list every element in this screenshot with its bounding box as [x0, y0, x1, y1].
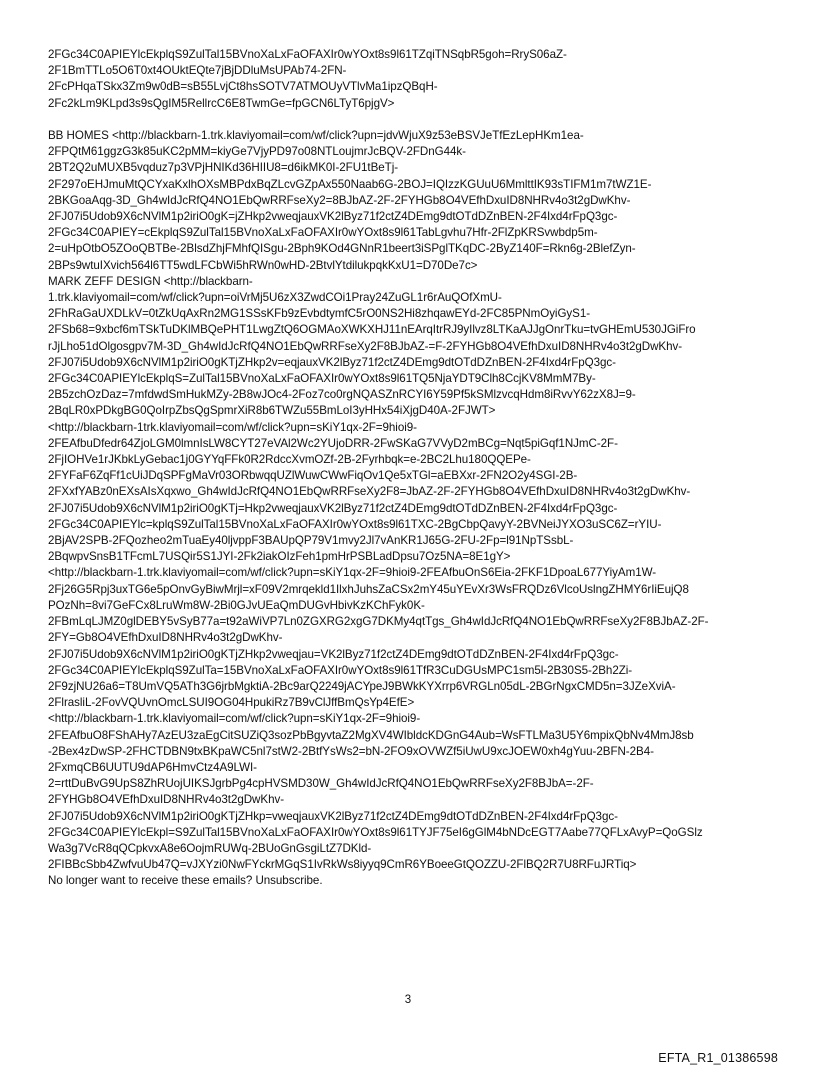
text-line: 2BT2Q2uMUXB5vqduz7p3VPjHNIKd36HIIU8=d6ikMK0I-2FU1tBeTj- — [48, 161, 399, 175]
text-line: 2FlrasliL-2FovVQUvnOmcLSUI9OG04HpukiRz7B9vClJffBmQsYp4EfE> — [48, 696, 415, 710]
email-body-text — [48, 47, 774, 890]
text-line: -2Bex4zDwSP-2FHCTDBN9txBKpaWC5nl7stW2-2BtfYsWs2=bN-2FO9xOVWZf5iUwU9xcJOEW0xh4gYuu-2BFN-2B4- — [48, 744, 654, 758]
text-line: 2FEAfbuO8FShAHy7AzEU3zaEgCitSUZiQ3sozPbBgyvtaZ2MgXV4WIbldcKDGnG4Aub=WsFTLMa3U5Y6mpixQbNv4MmJ8sb — [48, 728, 694, 742]
text-line: 2F9zjNU26a6=T8UmVQ5ATh3G6jrbMgktiA-2Bc9arQ2249jACYpeJ9BWkKYXrrp6VRGLn05dL-2BGrNgxCMD5n=3JZeXviA- — [48, 679, 676, 693]
text-line: 2FPQtM61ggzG3k85uKC2pMM=kiyGe7VjyPD97o08NTLoujmrJcBQV-2FDnG44k- — [48, 145, 466, 159]
text-line: 2FGc34C0APIEYlcEkplqS=ZulTal15BVnoXaLxFaOFAXIr0wYOxt8s9l61TQ5NjaYDT9Clh8CcjKV8MmM7By- — [48, 372, 596, 386]
text-line: rJjLho51dOlgosgpv7M-3D_Gh4wIdJcRfQ4NO1EbQwRRFseXy2F8BJbAZ-=F-2FYHGb8O4VEfhDxuID8NHRv4o3t2gDwKhv- — [48, 339, 683, 353]
bates-number: EFTA_R1_01386598 — [658, 1051, 778, 1065]
text-line: 2FSb68=9xbcf6mTSkTuDKlMBQePHT1LwgZtQ6OGMAoXWKXHJ11nEArqItrRJ9yIlvz8LTKaAJJgOnrTku=tvGHEmU530JGiFro — [48, 323, 696, 337]
text-line: Wa3g7VcR8qQCpkvxA8e6OojmRUWq-2BUoGnGsgiLtZ7DKld- — [48, 841, 372, 855]
text-line: 2FJ07i5Udob9X6cNVlM1p2iriO0gKTjZHkp2vweqjau=VK2lByz71f2ctZ4DEmg9dtOTdDZnBEN-2F4Ixd4rFpQ3gc- — [48, 647, 619, 661]
text-line: 2FGc34C0APIEYlcEkplqS9ZulTal15BVnoXaLxFaOFAXIr0wYOxt8s9l61TZqiTNSqbR5goh=RryS06aZ- — [48, 48, 567, 61]
text-line: 2FxmqCB6UUTU9dAP6HmvCtz4A9LWI- — [48, 760, 257, 774]
text-line: <http://blackbarn-1.trk.klaviyomail=com/wf/click?upn=sKiY1qx-2F=9hioi9- — [48, 712, 421, 726]
text-line: 2FJ07i5Udob9X6cNVlM1p2iriO0gKTjZHkp2v=eqjauxVK2lByz71f2ctZ4DEmg9dtOTdDZnBEN-2F4Ixd4rFpQ3gc- — [48, 355, 616, 369]
text-line: 2Fj26G5Rpj3uxTG6e5pOnvGyBiwMrjl=xF09V2mrqekld1IlxhJuhsZaCSx2mY45uYEvXr3WsFRQDz6VlcoUslngZHMY6rIiEujQ8 — [48, 582, 689, 596]
link-block-2 — [48, 128, 774, 890]
text-line: 2FY=Gb8O4VEfhDxuID8NHRv4o3t2gDwKhv- — [48, 631, 283, 645]
text-line: 2Fc2kLm9KLpd3s9sQgIM5RellrcC6E8TwmGe=fpGCN6LTyT6pjgV> — [48, 96, 395, 110]
text-line: 2BKGoaAqg-3D_Gh4wIdJcRfQ4NO1EbQwRRFseXy2=8BJbAZ-2F-2FYHGb8O4VEfhDxuID8NHRv4o3t2gDwKhv- — [48, 193, 631, 207]
text-line: 2FJ07i5Udob9X6cNVlM1p2iriO0gKTjZHkp=vweqjauxVK2lByz71f2ctZ4DEmg9dtOTdDZnBEN-2F4Ixd4rFpQ3gc- — [48, 809, 618, 823]
text-line: <http://blackbarn-1.trk.klaviyomail=com/wf/click?upn=sKiY1qx-2F=9hioi9-2FEAfbuOnS6Eia-2FKF1DpoaL677YiyAm1W- — [48, 566, 657, 580]
link-block-1 — [48, 47, 774, 112]
paragraph-gap — [48, 112, 774, 128]
text-line: 2=rttDuBvG9UpS8ZhRUojUIKSJgrbPg4cpHVSMD30W_Gh4wIdJcRfQ4NO1EbQwRRFseXy2F8BJbA=-2F- — [48, 777, 594, 791]
text-line: MARK ZEFF DESIGN <http://blackbarn- — [48, 274, 253, 288]
text-line: 2FXxfYABz0nEXsAIsXqxwo_Gh4wIdJcRfQ4NO1EbQwRRFseXy2F8=JbAZ-2F-2FYHGb8O4VEfhDxuID8NHRv4o3t2gDwKhv- — [48, 485, 691, 499]
text-line: 2FcPHqaTSkx3Zm9w0dB=sB55LvjCt8hsSOTV7ATMOUyVTlvMa1ipzQBqH- — [48, 80, 438, 94]
text-line: 2FhRaGaUXDLkV=0tZkUqAxRn2MG1SSsKFb9zEvbdtymfC5rO0NS2Hi8zhqawEYd-2FC85PNmOyiGyS1- — [48, 307, 591, 321]
text-line: 2BqwpvSnsB1TFcmL7USQir5S1JYI-2Fk2iakOIzFeh1pmHrPSBLadDpsu7Oz5NA=8E1gY> — [48, 550, 511, 564]
text-line: <http://blackbarn-1trk.klaviyomail=com/wf/click?upn=sKiY1qx-2F=9hioi9- — [48, 420, 417, 434]
text-line: 2FjIOHVe1rJKbkLyGebac1j0GYYqFFk0R2RdccXvmOZf-2B-2Fyrhbqk=e-2BC2Lhu180QQEPe- — [48, 453, 531, 467]
text-line: 2B5zchOzDaz=7mfdwdSmHukMZy-2B8wJOc4-2Foz7co0rgNQASZnRCYI6Y59Pf5kSMlzvcqHdm8iRvvY62zX8J=9- — [48, 388, 636, 402]
text-line: 2FGc34C0APIEYlcEkpl=S9ZulTal15BVnoXaLxFaOFAXIr0wYOxt8s9l61TYJF75eI6gGlM4bNDcEGT7Aabe77QFLxAvyP=QoGSlz — [48, 825, 703, 839]
text-line: 2BjAV2SPB-2FQozheo2mTuaEy40ljvppF3BAUpQP79V1mvy2Jl7vAnKR1J65G-2FU-2Fp=l91NpTSsbL- — [48, 534, 574, 548]
text-line: 2FJ07i5Udob9X6cNVlM1p2iriO0gK=jZHkp2vweqjauxVK2lByz71f2ctZ4DEmg9dtOTdDZnBEN-2F4Ixd4rFpQ3gc- — [48, 210, 618, 224]
page-number: 3 — [404, 994, 412, 1006]
text-line: 2FEAfbuDfedr64ZjoLGM0lmnIsLW8CYT27eVAl2Wc2YUjoDRR-2FwSKaG7VVyD2mBCg=Nqt5piGqf1NJmC-2F- — [48, 436, 618, 450]
text-line: 2BqLR0xPDkgBG0QoIrpZbsQgSpmrXiR8b6TWZu55BmLoI3yHHx54iXjgD40A-2FJWT> — [48, 404, 496, 418]
text-line: 2=uHpOtbO5ZOoQBTBe-2BlsdZhjFMhfQISgu-2Bph9KOd4GNnR1beert3iSPglTKqDC-2ByZ140F=Rkn6g-2BlefZyn- — [48, 242, 636, 256]
text-line: 2FYHGb8O4VEfhDxuID8NHRv4o3t2gDwKhv- — [48, 793, 285, 807]
text-line: 2FBmLqLJMZ0glDEBY5vSyB77a=t92aWiVP7Ln0ZGXRG2xgG7DKMy4qtTgs_Gh4wIdJcRfQ4NO1EbQwRRFseXy2F8BJbAZ-2F- — [48, 615, 709, 629]
text-line: 1.trk.klaviyomail=com/wf/click?upn=oiVrMj5U6zX3ZwdCOi1Pray24ZuGL1r6rAuQOfXmU- — [48, 291, 502, 305]
text-line: BB HOMES <http://blackbarn-1.trk.klaviyomail=com/wf/click?upn=jdvWjuX9z53eBSVJeTfEzLepHKm1ea- — [48, 129, 584, 142]
unsubscribe-line: No longer want to receive these emails? Unsubscribe. — [48, 874, 323, 888]
text-line: 2FGc34C0APIEYlc=kplqS9ZulTal15BVnoXaLxFaOFAXIr0wYOxt8s9l61TXC-2BgCbpQavyY-2BVNeiJYXO3uSC6Z=rYIU- — [48, 517, 662, 531]
text-line: 2FGc34C0APIEYlcEkplqS9ZulTa=15BVnoXaLxFaOFAXIr0wYOxt8s9l61TfR3CuDGUsMPC1sm5l-2B30S5-2Bh2Zi- — [48, 663, 633, 677]
text-line: 2F1BmTTLo5O6T0xt4OUktEQte7jBjDDluMsUPAb74-2FN- — [48, 64, 347, 78]
text-line: 2FYFaF6ZqFf1cUiJDqSPFgMaVr03ORbwqqUZlWuwCWwFiqOv1Qe5xTGl=aEBXxr-2FN2O2y4SGI-2B- — [48, 469, 578, 483]
text-line: 2FJ07i5Udob9X6cNVlM1p2iriO0gKTj=Hkp2vweqjauxVK2lByz71f2ctZ4DEmg9dtOTdDZnBEN-2F4Ixd4rFpQ3gc- — [48, 501, 618, 515]
text-line: 2F297oEHJmuMtQCYxaKxlhOXsMBPdxBqZLcvGZpAx550Naab6G-2BOJ=IQIzzKGUuU6MmlttIK93sTIFM1m7tWZ1E- — [48, 177, 652, 191]
text-line: 2FIBBcSbb4ZwfvuUb47Q=vJXYzi0NwFYckrMGqS1IvRkWs8iyyq9CmR6YBoeeGtQOZZU-2FlBQ2R7U8RFuJRTiq> — [48, 858, 637, 872]
text-line: POzNh=8vi7GeFCx8LruWm8W-2Bi0GJvUEaQmDUGvHbivKzKChFyk0K- — [48, 598, 425, 612]
text-line: 2FGc34C0APIEY=cEkplqS9ZulTal15BVnoXaLxFaOFAXIr0wYOxt8s9l61TabLgvhu7Hfr-2FlZpKRSvwbdp5m- — [48, 226, 598, 240]
text-line: 2BPs9wtuIXvich564l6TT5wdLFCbWi5hRWn0wHD-2BtvlYtdilukpqkKxU1=D70De7c> — [48, 258, 478, 272]
